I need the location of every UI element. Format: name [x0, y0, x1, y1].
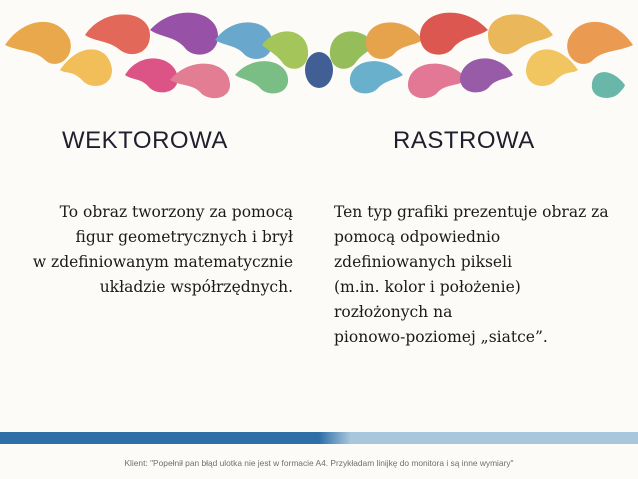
vector-description — [0, 200, 293, 300]
heading-raster: RASTROWA — [393, 127, 535, 154]
vector-text-line: w zdefiniowanym matematycznie — [32, 253, 293, 271]
raster-text-line: pomocą odpowiednio — [334, 228, 501, 246]
decorative-paisley-ornament — [0, 0, 638, 110]
heading-vector: WEKTOROWA — [62, 127, 228, 154]
decorative-bottom-band — [0, 432, 638, 444]
raster-text-line: rozłożonych na — [334, 303, 453, 321]
vector-text-line: To obraz tworzony za pomocą — [59, 203, 293, 221]
raster-text-line: pionowo-poziomej „siatce”. — [334, 328, 548, 346]
raster-description — [334, 200, 634, 350]
raster-text-line: zdefiniowanych pikseli — [334, 253, 513, 271]
raster-text-line: (m.in. kolor i położenie) — [334, 278, 521, 296]
footer-note: Klient: "Popełnił pan błąd ulotka nie jest w formacie A4. Przykładam linijkę do monitora i są inne wymiary" — [124, 458, 514, 468]
vector-text-line: układzie współrzędnych. — [99, 278, 293, 296]
raster-text-line: Ten typ grafiki prezentuje obraz za — [334, 203, 609, 221]
vector-text-line: figur geometrycznych i brył — [75, 228, 293, 246]
